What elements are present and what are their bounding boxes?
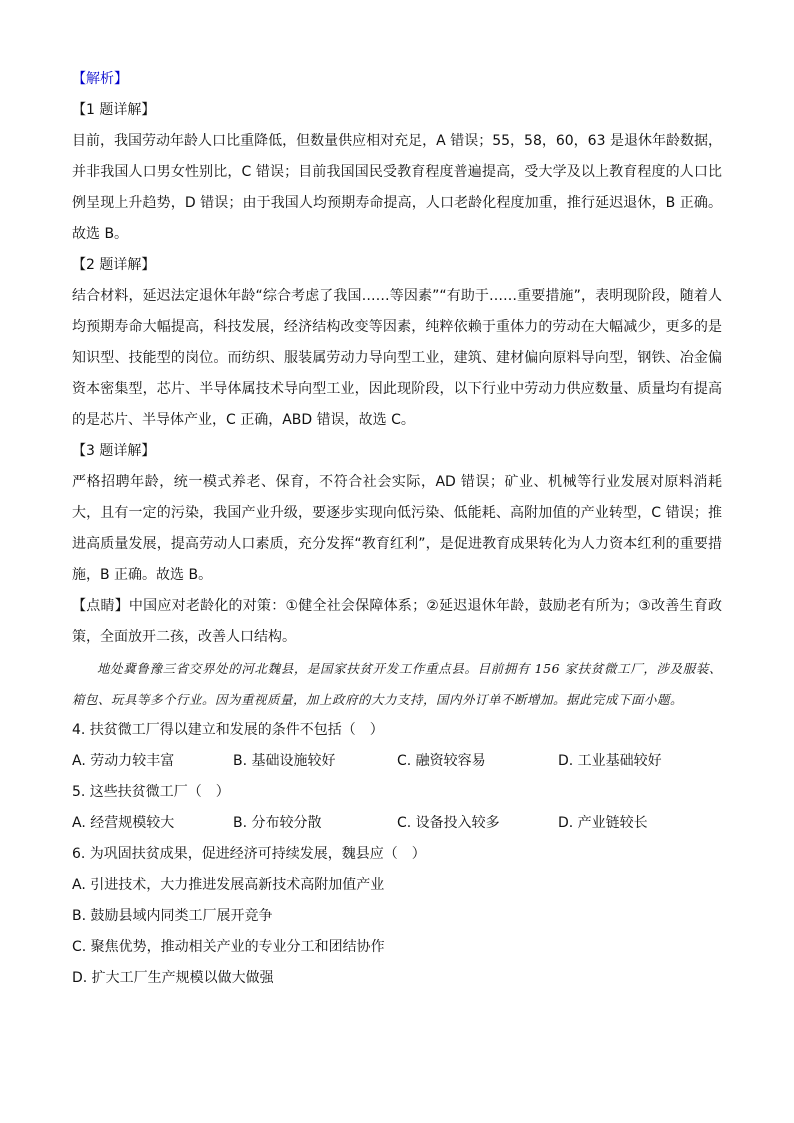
tip-text: 中国应对老龄化的对策：①健全社会保障体系；②延迟退休年龄，鼓励老有所为；③改善生育政策，全面放开二孩，改善人口结构。 [72,598,722,645]
question-5-option-b[interactable]: B. 分布较分散 [233,815,322,831]
analysis-heading: 【解析】 [72,71,128,87]
q2-analysis-text: 结合材料，延迟法定退休年龄“综合考虑了我国……等因素”“有助于……重要措施”，表明现阶段，随着人均预期寿命大幅提高，科技发展，经济结构改变等因素，纯粹依赖于重体力的劳动在大幅减少，更多的是知识型、技能型的岗位。而纺织、服装属劳动力导向型工业，建筑、建材偏向原料导向型，钢铁、冶金偏资本密集型，芯片、半导体属技术导向型工业，因此现阶段，以下行业中劳动力供应数量、质量均有提高的是芯片、半导体产业，C 正确，ABD 错误，故选 C。 [72,288,722,428]
q1-analysis-heading: 【1 题详解】 [72,102,156,118]
q2-analysis-heading: 【2 题详解】 [72,257,156,273]
question-4-options [72,746,722,777]
question-6-stem: 6. 为巩固扶贫成果，促进经济可持续发展，魏县应（ ） [72,846,426,862]
q3-analysis-text: 严格招聘年龄，统一模式养老、保育，不符合社会实际，AD 错误；矿业、机械等行业发展对原料消耗大，且有一定的污染，我国产业升级，要逐步实现向低污染、低能耗、高附加值的产业转型，C 错误；推进高质量发展，提高劳动人口素质，充分发挥“教育红利”，是促进教育成果转化为人力资本红利的重要措施，B 正确。故选 B。 [72,474,722,583]
question-6-option-a[interactable]: A. 引进技术，大力推进发展高新技术高附加值产业 [72,877,385,893]
question-6-option-d[interactable]: D. 扩大工厂生产规模以做大做强 [72,970,274,986]
question-5-stem: 5. 这些扶贫微工厂（ ） [72,784,230,800]
question-6-option-c[interactable]: C. 聚焦优势，推动相关产业的专业分工和团结协作 [72,939,385,955]
question-5-options [72,808,722,839]
material-stem: 地处冀鲁豫三省交界处的河北魏县，是国家扶贫开发工作重点县。目前拥有 156 家扶贫微工厂，涉及服装、箱包、玩具等多个行业。因为重视质量，加上政府的大力支持，国内外订单不断增加。据此完成下面小题。 [72,661,722,707]
question-4-option-d[interactable]: D. 工业基础较好 [558,753,662,769]
question-4-option-b[interactable]: B. 基础设施较好 [233,753,336,769]
tip-paragraph [72,591,722,653]
question-5-option-d[interactable]: D. 产业链较长 [558,815,648,831]
question-5-option-c[interactable]: C. 设备投入较多 [397,815,500,831]
q3-analysis-heading: 【3 题详解】 [72,443,156,459]
question-4-option-c[interactable]: C. 融资较容易 [397,753,486,769]
question-4-stem: 4. 扶贫微工厂得以建立和发展的条件不包括（ ） [72,722,384,738]
question-4-option-a[interactable]: A. 劳动力较丰富 [72,753,175,769]
document-content [72,64,722,994]
q1-analysis-text: 目前，我国劳动年龄人口比重降低，但数量供应相对充足，A 错误；55，58，60，63 是退休年龄数据，并非我国人口男女性别比，C 错误；目前我国国民受教育程度普遍提高，受大学及以上教育程度的人口比例呈现上升趋势，D 错误；由于我国人均预期寿命提高，人口老龄化程度加重，推行延迟退休，B 正确。故选 B。 [72,133,722,242]
tip-heading: 【点睛】 [72,598,129,614]
question-5-option-a[interactable]: A. 经营规模较大 [72,815,175,831]
question-6-option-b[interactable]: B. 鼓励县域内同类工厂展开竞争 [72,908,273,924]
